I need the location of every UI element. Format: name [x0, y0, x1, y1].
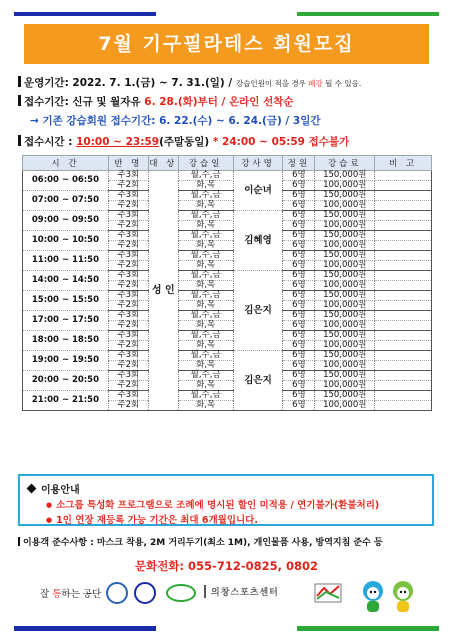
- class-fee: 100,000원: [315, 361, 375, 371]
- class-days: 월,수,금: [178, 291, 233, 301]
- class-name: 주2회: [108, 281, 148, 291]
- class-time: 11:00 ~ 11:50: [23, 251, 109, 271]
- class-fee: 150,000원: [315, 191, 375, 201]
- contact-phone: 문화전화: 055-712-0825, 0802: [135, 559, 318, 573]
- class-capacity: 6명: [283, 171, 315, 181]
- class-name: 주3회: [108, 331, 148, 341]
- class-name: 주2회: [108, 221, 148, 231]
- class-fee: 150,000원: [315, 291, 375, 301]
- header-target: 대 상: [148, 156, 178, 171]
- table-row: [23, 211, 432, 221]
- existing-member-period: → 기존 강습회원 접수기간: 6. 22.(수) ~ 6. 24.(금) / 3일간: [30, 115, 321, 127]
- header-fee: 강습료: [315, 156, 375, 171]
- class-note: [375, 251, 432, 261]
- class-note: [375, 211, 432, 221]
- top-color-stripe: [14, 12, 439, 16]
- class-name: 주2회: [108, 381, 148, 391]
- class-fee: 100,000원: [315, 181, 375, 191]
- class-capacity: 6명: [283, 241, 315, 251]
- usage-guide-box: [18, 474, 434, 526]
- class-fee: 100,000원: [315, 201, 375, 211]
- reception-time: 접수시간 : 10:00 ~ 23:59(주말동일) * 24:00 ~ 05:59 접수불가: [18, 134, 349, 149]
- class-capacity: 6명: [283, 291, 315, 301]
- class-days: 월,수,금: [178, 271, 233, 281]
- class-days: 화,목: [178, 341, 233, 351]
- class-time: 18:00 ~ 18:50: [23, 331, 109, 351]
- class-time: 21:00 ~ 21:50: [23, 391, 109, 411]
- class-note: [375, 331, 432, 341]
- usage-guide-list: [28, 498, 424, 528]
- table-row: [23, 351, 432, 361]
- class-fee: 100,000원: [315, 241, 375, 251]
- header-capacity: 정원: [283, 156, 315, 171]
- class-note: [375, 361, 432, 371]
- class-capacity: 6명: [283, 251, 315, 261]
- header-class: 반 명: [108, 156, 148, 171]
- class-note: [375, 271, 432, 281]
- table-row: [23, 291, 432, 301]
- class-name: 주3회: [108, 231, 148, 241]
- class-name: 주2회: [108, 321, 148, 331]
- class-days: 월,수,금: [178, 251, 233, 261]
- class-fee: 150,000원: [315, 331, 375, 341]
- class-time: 20:00 ~ 20:50: [23, 371, 109, 391]
- class-fee: 100,000원: [315, 221, 375, 231]
- class-note: [375, 351, 432, 361]
- usage-guide-title: 이용안내: [28, 481, 424, 496]
- class-fee: 150,000원: [315, 351, 375, 361]
- class-note: [375, 341, 432, 351]
- header-time: 시 간: [23, 156, 109, 171]
- class-note: [375, 261, 432, 271]
- class-capacity: 6명: [283, 321, 315, 331]
- class-capacity: 6명: [283, 361, 315, 371]
- table-row: [23, 271, 432, 281]
- page-title: 7월 기구필라테스 회원모집: [24, 24, 429, 64]
- class-fee: 150,000원: [315, 251, 375, 261]
- class-capacity: 6명: [283, 301, 315, 311]
- usage-guide-item: ● 1인 연장 재등록 가능 기간은 최대 6개월입니다.: [46, 513, 424, 528]
- table-row: [23, 311, 432, 321]
- class-days: 월,수,금: [178, 391, 233, 401]
- class-time: 07:00 ~ 07:50: [23, 191, 109, 211]
- instructor-name: 김은지: [233, 351, 283, 411]
- class-note: [375, 391, 432, 401]
- class-target: 성 인: [148, 171, 178, 411]
- class-days: 화,목: [178, 181, 233, 191]
- class-fee: 150,000원: [315, 371, 375, 381]
- class-capacity: 6명: [283, 181, 315, 191]
- class-days: 화,목: [178, 401, 233, 411]
- class-fee: 150,000원: [315, 311, 375, 321]
- class-note: [375, 181, 432, 191]
- class-name: 주3회: [108, 251, 148, 261]
- header-days: 강습일: [178, 156, 233, 171]
- instructor-name: 이순녀: [233, 171, 283, 211]
- class-fee: 150,000원: [315, 271, 375, 281]
- schedule-table: [22, 155, 432, 411]
- class-name: 주3회: [108, 171, 148, 181]
- class-name: 주2회: [108, 401, 148, 411]
- class-days: 월,수,금: [178, 191, 233, 201]
- class-days: 월,수,금: [178, 351, 233, 361]
- emblem-logo-icon: [106, 582, 128, 604]
- class-note: [375, 221, 432, 231]
- footer-logos: [18, 580, 438, 620]
- class-note: [375, 191, 432, 201]
- class-name: 주2회: [108, 201, 148, 211]
- table-row: [23, 371, 432, 381]
- class-days: 화,목: [178, 281, 233, 291]
- application-period: 접수기간: 신규 및 월자유 6. 28.(화)부터 / 온라인 선착순: [18, 94, 294, 109]
- class-days: 월,수,금: [178, 331, 233, 341]
- instructor-name: 김은지: [233, 271, 283, 351]
- diamond-bullet-icon: [27, 484, 37, 494]
- usage-guide-item: ● 소그룹 특성화 프로그램으로 조례에 명시된 할인 미적용 / 연기불가(환불처리): [46, 498, 424, 513]
- class-name: 주2회: [108, 301, 148, 311]
- class-name: 주2회: [108, 361, 148, 371]
- class-fee: 150,000원: [315, 391, 375, 401]
- class-fee: 100,000원: [315, 401, 375, 411]
- class-fee: 100,000원: [315, 281, 375, 291]
- class-days: 월,수,금: [178, 231, 233, 241]
- class-fee: 100,000원: [315, 301, 375, 311]
- class-fee: 100,000원: [315, 321, 375, 331]
- class-name: 주3회: [108, 351, 148, 361]
- class-name: 주2회: [108, 341, 148, 351]
- class-capacity: 6명: [283, 401, 315, 411]
- class-name: 주3회: [108, 311, 148, 321]
- class-capacity: 6명: [283, 261, 315, 271]
- class-name: 주2회: [108, 261, 148, 271]
- class-capacity: 6명: [283, 371, 315, 381]
- class-note: [375, 381, 432, 391]
- class-name: 주3회: [108, 271, 148, 281]
- class-capacity: 6명: [283, 231, 315, 241]
- bottom-color-stripe: [14, 626, 439, 631]
- class-note: [375, 301, 432, 311]
- class-name: 주2회: [108, 181, 148, 191]
- class-days: 화,목: [178, 241, 233, 251]
- class-time: 06:00 ~ 06:50: [23, 171, 109, 191]
- class-days: 화,목: [178, 221, 233, 231]
- table-row: [23, 391, 432, 401]
- flag-logo-icon: [314, 582, 342, 604]
- class-days: 화,목: [178, 301, 233, 311]
- class-time: 17:00 ~ 17:50: [23, 311, 109, 331]
- class-days: 화,목: [178, 361, 233, 371]
- class-fee: 150,000원: [315, 171, 375, 181]
- class-note: [375, 371, 432, 381]
- table-row: [23, 331, 432, 341]
- schedule-header-row: [23, 156, 432, 171]
- class-days: 화,목: [178, 261, 233, 271]
- header-instructor: 강사명: [233, 156, 283, 171]
- seal-logo-icon: [134, 582, 156, 604]
- class-name: 주3회: [108, 391, 148, 401]
- class-days: 화,목: [178, 201, 233, 211]
- class-capacity: 6명: [283, 351, 315, 361]
- class-note: [375, 311, 432, 321]
- mascot-green-icon: [390, 580, 416, 614]
- class-time: 15:00 ~ 15:50: [23, 291, 109, 311]
- class-note: [375, 201, 432, 211]
- class-note: [375, 401, 432, 411]
- instructor-name: 김혜영: [233, 211, 283, 271]
- sports-center-name: 의창스포츠센터: [204, 585, 279, 598]
- class-fee: 100,000원: [315, 261, 375, 271]
- class-name: 주2회: [108, 241, 148, 251]
- class-capacity: 6명: [283, 391, 315, 401]
- table-row: [23, 231, 432, 241]
- class-fee: 150,000원: [315, 211, 375, 221]
- class-days: 월,수,금: [178, 211, 233, 221]
- class-name: 주3회: [108, 291, 148, 301]
- class-capacity: 6명: [283, 201, 315, 211]
- class-time: 10:00 ~ 10:50: [23, 231, 109, 251]
- corporation-slogan: 잘 통하는 공단: [40, 589, 102, 600]
- changwon-logo-icon: [166, 584, 196, 602]
- class-name: 주3회: [108, 371, 148, 381]
- class-days: 월,수,금: [178, 311, 233, 321]
- class-name: 주3회: [108, 211, 148, 221]
- class-capacity: 6명: [283, 331, 315, 341]
- mascot-blue-icon: [360, 580, 386, 614]
- class-note: [375, 321, 432, 331]
- class-fee: 100,000원: [315, 341, 375, 351]
- class-fee: 150,000원: [315, 231, 375, 241]
- class-time: 14:00 ~ 14:50: [23, 271, 109, 291]
- class-name: 주3회: [108, 191, 148, 201]
- class-note: [375, 231, 432, 241]
- class-capacity: 6명: [283, 311, 315, 321]
- class-days: 화,목: [178, 321, 233, 331]
- class-fee: 100,000원: [315, 381, 375, 391]
- class-capacity: 6명: [283, 381, 315, 391]
- class-note: [375, 241, 432, 251]
- operation-period: 운영기간: 2022. 7. 1.(금) ~ 7. 31.(일) / 강습인원이 적을 경우 폐강 될 수 있음.: [18, 75, 361, 90]
- class-capacity: 6명: [283, 211, 315, 221]
- safety-rules: 이용객 준수사항 : 마스크 착용, 2M 거리두기(최소 1M), 개인물품 사용, 방역지침 준수 등: [18, 535, 383, 548]
- class-days: 월,수,금: [178, 371, 233, 381]
- class-note: [375, 281, 432, 291]
- table-row: [23, 251, 432, 261]
- table-row: [23, 191, 432, 201]
- class-days: 화,목: [178, 381, 233, 391]
- table-row: [23, 171, 432, 181]
- class-capacity: 6명: [283, 281, 315, 291]
- class-capacity: 6명: [283, 341, 315, 351]
- class-time: 09:00 ~ 09:50: [23, 211, 109, 231]
- class-time: 19:00 ~ 19:50: [23, 351, 109, 371]
- header-note: 비 고: [375, 156, 432, 171]
- class-capacity: 6명: [283, 221, 315, 231]
- class-note: [375, 291, 432, 301]
- class-capacity: 6명: [283, 191, 315, 201]
- class-capacity: 6명: [283, 271, 315, 281]
- class-days: 월,수,금: [178, 171, 233, 181]
- class-note: [375, 171, 432, 181]
